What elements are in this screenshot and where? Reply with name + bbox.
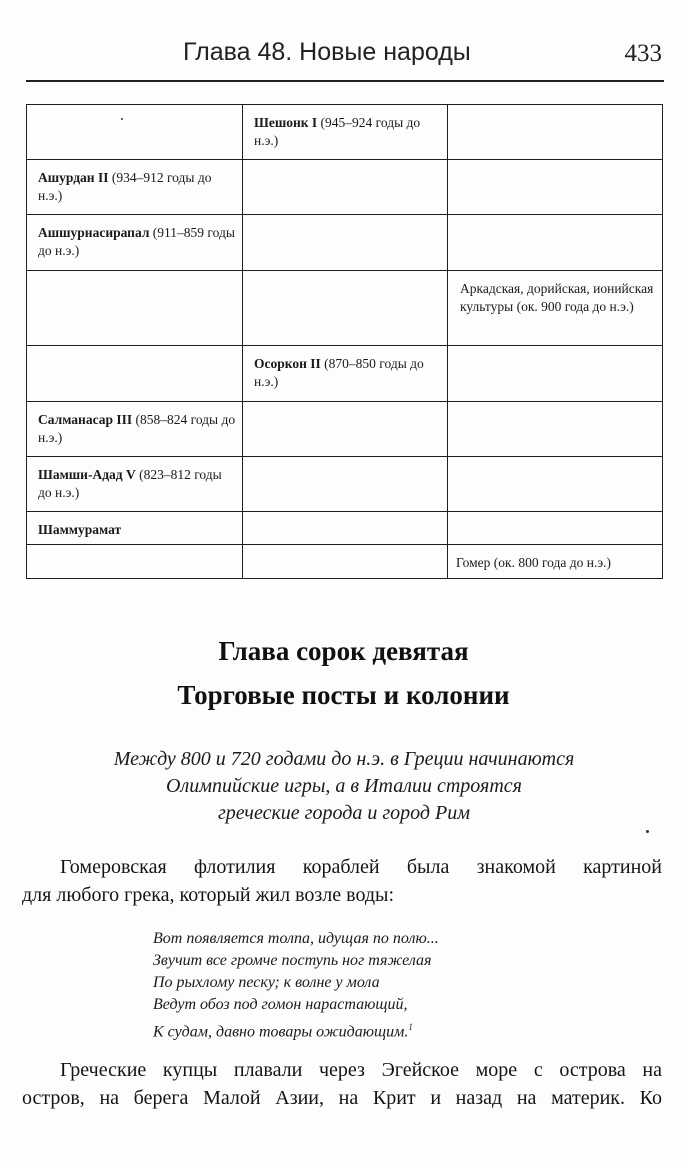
table-cell: Салманасар III (858–824 годы до н.э.): [27, 402, 243, 457]
table-cell: [448, 402, 663, 457]
table-cell: [448, 457, 663, 512]
poem-line: Ведут обоз под гомон нарастающий,: [153, 996, 408, 1013]
table-cell: [448, 346, 663, 402]
chapter-title: Глава сорок девятая: [218, 636, 469, 666]
table-cell: Ашшурнасирапал (911–859 годы до н.э.): [27, 215, 243, 271]
chapter-subtitle: Торговые посты и колонии: [177, 680, 510, 710]
table-cell: [243, 215, 448, 271]
text-line: Греческие купцы плавали через Эгейское море с острова на: [60, 1059, 662, 1081]
table-cell: Шамши-Адад V (823–812 годы до н.э.): [27, 457, 243, 512]
poem-line: Вот появляется толпа, идущая по полю...: [153, 930, 439, 947]
table-row: [27, 105, 663, 160]
table-cell: [27, 545, 243, 579]
poem-line: Звучит все громче поступь ног тяжелая: [153, 952, 432, 969]
table-row: [27, 402, 663, 457]
chapter-epigraph: [60, 746, 628, 827]
epigraph-line: Между 800 и 720 годами до н.э. в Греции начинаются: [113, 748, 575, 770]
table-cell: [27, 346, 243, 402]
text-line: для любого грека, который жил возле воды:: [22, 884, 395, 906]
paragraph: [22, 1056, 662, 1112]
table-cell: [243, 160, 448, 215]
table-row: [27, 271, 663, 346]
table-cell: [27, 271, 243, 346]
table-row: [27, 346, 663, 402]
epigraph-line: Олимпийские игры, а в Италии строятся: [166, 775, 522, 797]
text-line: остров, на берега Малой Азии, на Крит и назад на материк. Ко: [22, 1087, 662, 1109]
table-row: [27, 512, 663, 545]
paragraph: [22, 853, 662, 909]
scan-speck: [121, 118, 123, 120]
table-row: [27, 160, 663, 215]
table-cell: [448, 512, 663, 545]
table-cell: Ашурдан II (934–912 годы до н.э.): [27, 160, 243, 215]
table-cell: [243, 545, 448, 579]
table-cell: Шешонк I (945–924 годы до н.э.): [243, 105, 448, 160]
table-row: [27, 545, 663, 579]
table-cell: [27, 105, 243, 160]
table-row: [27, 457, 663, 512]
poem-quote: [153, 928, 573, 1043]
table-cell: Аркадская, дорийская, ионийская культуры (ок. 900 года до н.э.): [448, 271, 663, 346]
table-cell: [243, 271, 448, 346]
table-cell: [243, 402, 448, 457]
table-cell: Гомер (ок. 800 года до н.э.): [448, 545, 663, 579]
running-chapter-title: Глава 48. Новые народы: [183, 38, 471, 66]
chronology-table: [26, 104, 663, 579]
text-line: Гомеровская флотилия кораблей была знакомой картиной: [60, 856, 662, 878]
table-cell: Осоркон II (870–850 годы до н.э.): [243, 346, 448, 402]
table-cell: [243, 512, 448, 545]
table-cell: [448, 105, 663, 160]
table-row: [27, 215, 663, 271]
epigraph-line: греческие города и город Рим: [218, 802, 470, 824]
poem-line: По рыхлому песку; к волне у мола: [153, 974, 380, 991]
table-cell: [243, 457, 448, 512]
footnote-marker: 1: [408, 1022, 413, 1032]
table-cell: [448, 215, 663, 271]
running-header: [26, 36, 664, 82]
scan-speck: [646, 830, 649, 833]
table-cell: [448, 160, 663, 215]
page-number: 433: [624, 40, 662, 67]
poem-line: К судам, давно товары ожидающим.: [153, 1023, 409, 1041]
table-cell: Шаммурамат: [27, 512, 243, 545]
